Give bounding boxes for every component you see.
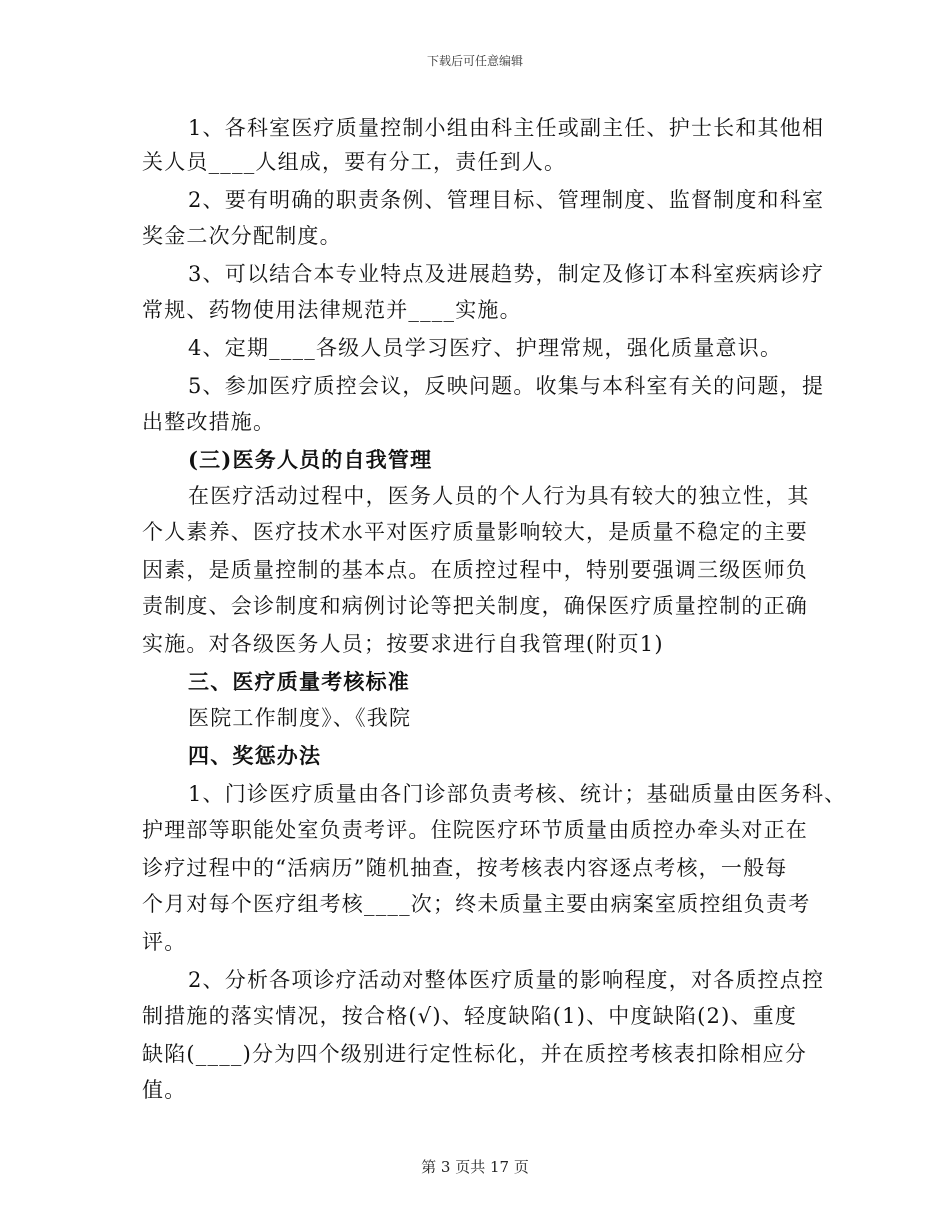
paragraph-line: 医院工作制度》、《我院	[188, 706, 412, 730]
paragraph-line: 缺陷(____)分为四个级别进行定性标化，并在质控考核表扣除相应分	[142, 1042, 807, 1066]
paragraph-line: 3、可以结合本专业特点及进展趋势，制定及修订本科室疾病诊疗	[188, 262, 825, 286]
page-header: 下载后可任意编辑	[426, 54, 523, 68]
paragraph-line: 个月对每个医疗组考核____次；终未质量主要由病案室质控组负责考	[142, 892, 811, 916]
paragraph-line: 实施。对各级医务人员；按要求进行自我管理(附页1)	[142, 632, 664, 656]
section-heading: 四、奖惩办法	[188, 743, 322, 768]
section-heading: 三、医疗质量考核标准	[188, 669, 410, 694]
paragraph-line: 护理部等职能处室负责考评。住院医疗环节质量由质控办牵头对正在	[142, 818, 808, 842]
paragraph-line: 在医疗活动过程中，医务人员的个人行为具有较大的独立性，其	[188, 484, 810, 508]
paragraph-line: 关人员____人组成，要有分工，责任到人。	[142, 150, 567, 174]
paragraph-line: 诊疗过程中的“活病历”随机抽查，按考核表内容逐点考核，一般每	[142, 856, 788, 880]
paragraph-line: 因素，是质量控制的基本点。在质控过程中，特别要强调三级医师负	[142, 558, 808, 582]
paragraph-line: 2、要有明确的职责条例、管理目标、管理制度、监督制度和科室	[188, 188, 825, 212]
paragraph-line: 评。	[142, 930, 187, 954]
paragraph-line: 1、各科室医疗质量控制小组由科主任或副主任、护士长和其他相	[188, 116, 825, 140]
paragraph-line: 1、门诊医疗质量由各门诊部负责考核、统计；基础质量由医务科、	[188, 782, 847, 806]
paragraph-line: 个人素养、医疗技术水平对医疗质量影响较大，是质量不稳定的主要	[142, 520, 808, 544]
subsection-heading: (三)医务人员的自我管理	[188, 447, 433, 472]
paragraph-line: 5、参加医疗质控会议，反映问题。收集与本科室有关的问题，提	[188, 374, 825, 398]
page-footer: 第 3 页共 17 页	[421, 1158, 529, 1176]
paragraph-line: 出整改措施。	[142, 410, 276, 434]
paragraph-line: 4、定期____各级人员学习医疗、护理常规，强化质量意识。	[188, 336, 783, 360]
paragraph-line: 奖金二次分配制度。	[142, 224, 342, 248]
paragraph-line: 2、分析各项诊疗活动对整体医疗质量的影响程度，对各质控点控	[188, 968, 825, 992]
paragraph-line: 制措施的落实情况，按合格(√)、轻度缺陷(1)、中度缺陷(2)、重度	[142, 1004, 798, 1028]
paragraph-line: 常规、药物使用法律规范并____实施。	[142, 298, 522, 322]
paragraph-line: 值。	[142, 1078, 187, 1102]
paragraph-line: 责制度、会诊制度和病例讨论等把关制度，确保医疗质量控制的正确	[142, 594, 808, 618]
